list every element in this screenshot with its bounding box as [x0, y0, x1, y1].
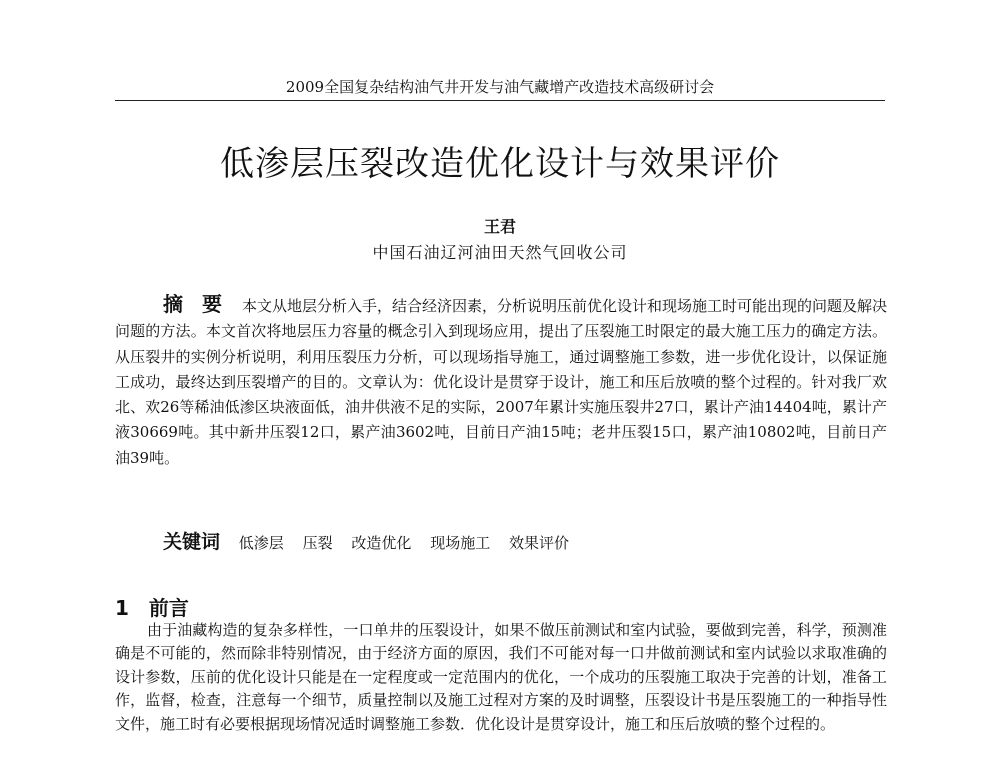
author-name: 王君	[483, 217, 516, 236]
running-header: 2009全国复杂结构油气井开发与油气藏增产改造技术高级研讨会	[285, 78, 715, 96]
keyword: 改造优化	[351, 534, 412, 552]
abstract-label: 摘 要	[163, 292, 228, 316]
keyword: 压裂	[302, 534, 333, 552]
keyword: 低渗层	[238, 534, 284, 552]
section-paragraph: 由于油藏构造的复杂多样性，一口单井的压裂设计，如果不做压前测试和室内试验，要做到完善，科学，预测准确是不可能的，然而除非特别情况，由于经济方面的原因，我们不可能对每一口井做前测试和室内试验以求取准确的设计参数，压前的优化设计只能是在一定程度或一定范围内的优化，一个成功的压裂施工取决于完善的计划，准备工作，监督，检查，注意每一个细节，质量控制以及施工过程对方案的及时调整，压裂设计书是压裂施工的一种指导性文件，施工时有必要根据现场情况适时调整施工参数．优化设计是贯穿设计，施工和压后放喷的整个过程的。	[115, 621, 887, 733]
keyword: 现场施工	[430, 534, 491, 552]
section-heading	[115, 592, 189, 621]
keywords	[163, 527, 883, 554]
keyword: 效果评价	[508, 534, 569, 552]
keywords-label: 关键词	[163, 531, 221, 553]
abstract	[115, 292, 887, 471]
header-rule	[115, 100, 885, 101]
author-affiliation: 中国石油辽河油田天然气回收公司	[372, 243, 628, 262]
paper-title: 低渗层压裂改造优化设计与效果评价	[220, 144, 780, 184]
abstract-text: 本文从地层分析入手，结合经济因素，分析说明压前优化设计和现场施工时可能出现的问题及解决问题的方法。本文首次将地层压力容量的概念引入到现场应用，提出了压裂施工时限定的最大施工压力的确定方法。从压裂井的实例分析说明，利用压裂压力分析，可以现场指导施工，通过调整施工参数，进一步优化设计，以保证施工成功，最终达到压裂增产的目的。文章认为：优化设计是贯穿于设计，施工和压后放喷的整个过程的。针对我厂欢北、欢26等稀油低渗区块液面低，油井供液不足的实际，2007年累计实施压裂井27口，累计产油14404吨，累计产液30669吨。其中新井压裂12口，累产油3602吨，目前日产油15吨；老井压裂15口，累产油10802吨，目前日产油39吨。	[115, 297, 887, 467]
section-title: 前言	[148, 596, 189, 620]
section-number: 1	[115, 596, 129, 620]
